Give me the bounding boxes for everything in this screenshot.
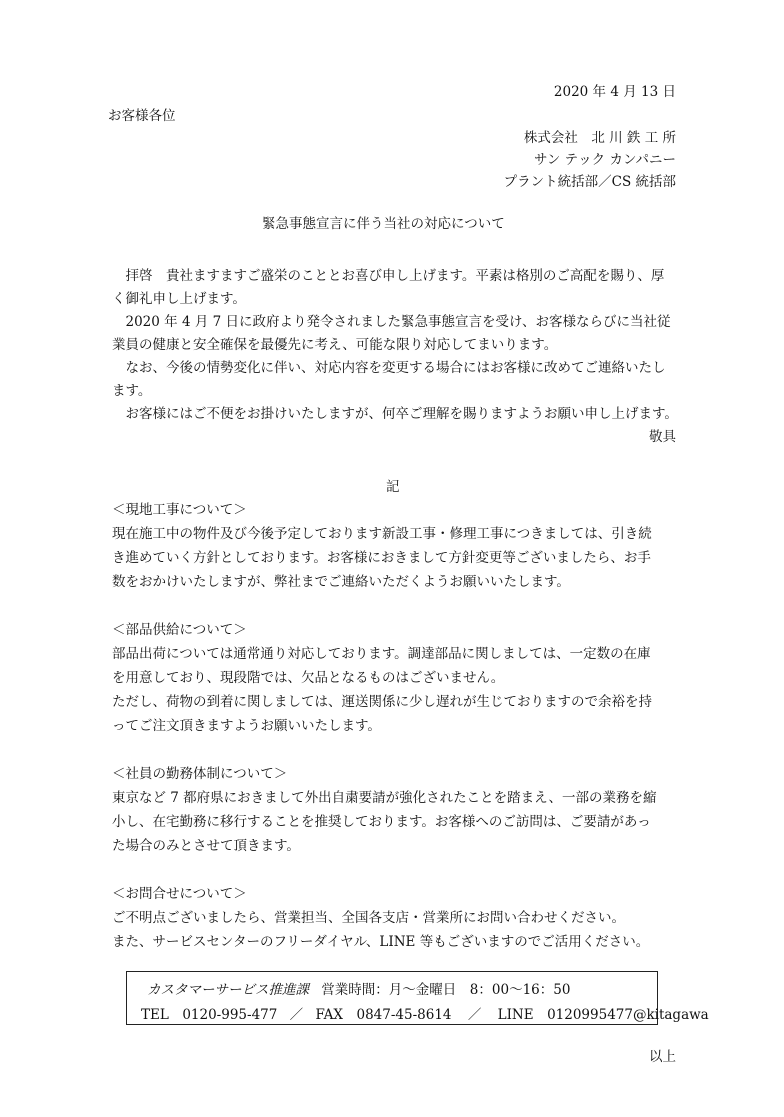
section-heading-onsite: ＜現地工事について＞	[112, 502, 247, 518]
contact-line: LINE 0120995477@kitagawa	[497, 1007, 709, 1023]
section-onsite-line-1: 現在施工中の物件及び今後予定しております新設工事・修理工事につきましては、引き続	[112, 526, 652, 542]
contact-row-2	[141, 1003, 709, 1023]
section-inquiry-line-2: また、サービスセンターのフリーダイヤル、LINE 等もございますのでご活用ください。	[112, 934, 650, 950]
section-onsite-line-3: 数をおかけいたしますが、弊社までご連絡いただくようお願いいたします。	[112, 574, 570, 590]
para1-line-2: 業員の健康と安全確保を最優先に考え、可能な限り対応してまいります。	[112, 337, 558, 353]
section-parts-line-2: を用意しており、現段階では、欠品となるものはございません。	[112, 670, 505, 686]
contact-fax: FAX 0847-45-8614	[315, 1007, 452, 1023]
section-work-line-3: た場合のみとさせて頂きます。	[112, 838, 300, 854]
sender-division: サン テック カンパニー	[534, 152, 676, 168]
section-work-line-2: 小し、在宅勤務に移行することを推奨しております。お客様へのご訪問は、ご要請があっ	[112, 814, 651, 830]
contact-sep-1: ／	[289, 1007, 304, 1023]
section-onsite-line-2: き進めていく方針としております。お客様におきまして方針変更等ございましたら、お手	[112, 550, 651, 566]
para2-line-1: なお、今後の情勢変化に伴い、対応内容を変更する場合にはお客様に改めてご連絡いたし	[112, 360, 666, 376]
para2-line-2: ます。	[112, 383, 152, 399]
document-date: 2020 年 4 月 13 日	[553, 84, 676, 100]
sender-department: プラント統括部／CS 統括部	[503, 174, 676, 190]
section-work-line-1: 東京など 7 都府県におきまして外出自粛要請が強化されたことを踏まえ、一部の業務を縮	[112, 790, 657, 806]
section-parts-line-1: 部品出荷については通常通り対応しております。調達部品に関しましては、一定数の在庫	[112, 646, 651, 662]
contact-tel: TEL 0120-995-477	[141, 1007, 278, 1023]
section-heading-work: ＜社員の勤務体制について＞	[112, 766, 288, 782]
contact-box	[126, 971, 709, 1025]
para1-line-1: 2020 年 4 月 7 日に政府より発令されました緊急事態宣言を受け、お客様ならびに当社従	[112, 314, 671, 330]
ki-heading: 記	[386, 479, 400, 495]
contact-hours: 営業時間：月～金曜日 8：00～16：50	[321, 982, 571, 998]
document-title: 緊急事態宣言に伴う当社の対応について	[262, 216, 505, 232]
sender-company: 株式会社 北 川 鉄 工 所	[523, 130, 676, 146]
section-heading-inquiry: ＜お問合せについて＞	[112, 886, 247, 902]
greeting-line-1: 拝啓 貴社ますますご盛栄のこととお喜び申し上げます。平素は格別のご高配を賜り、厚	[112, 268, 665, 284]
contact-sep-2: ／	[467, 1007, 482, 1023]
contact-row-1	[147, 978, 570, 998]
section-parts-line-4: ってご注文頂きますようお願いいたします。	[112, 718, 381, 734]
contact-dept: カスタマーサービス推進課	[147, 982, 309, 998]
recipient: お客様各位	[108, 108, 176, 124]
section-heading-parts: ＜部品供給について＞	[112, 622, 247, 638]
closing-keigu: 敬具	[649, 429, 676, 445]
end-ijo: 以上	[649, 1049, 676, 1065]
greeting-line-2: く御礼申し上げます。	[112, 291, 246, 307]
section-inquiry-line-1: ご不明点ございましたら、営業担当、全国各支店・営業所にお問い合わせください。	[112, 910, 625, 926]
para3-line-1: お客様にはご不便をお掛けいたしますが、何卒ご理解を賜りますようお願い申し上げます。	[112, 406, 678, 422]
section-parts-line-3: ただし、荷物の到着に関しましては、運送関係に少し遅れが生じておりますので余裕を持	[112, 694, 652, 710]
